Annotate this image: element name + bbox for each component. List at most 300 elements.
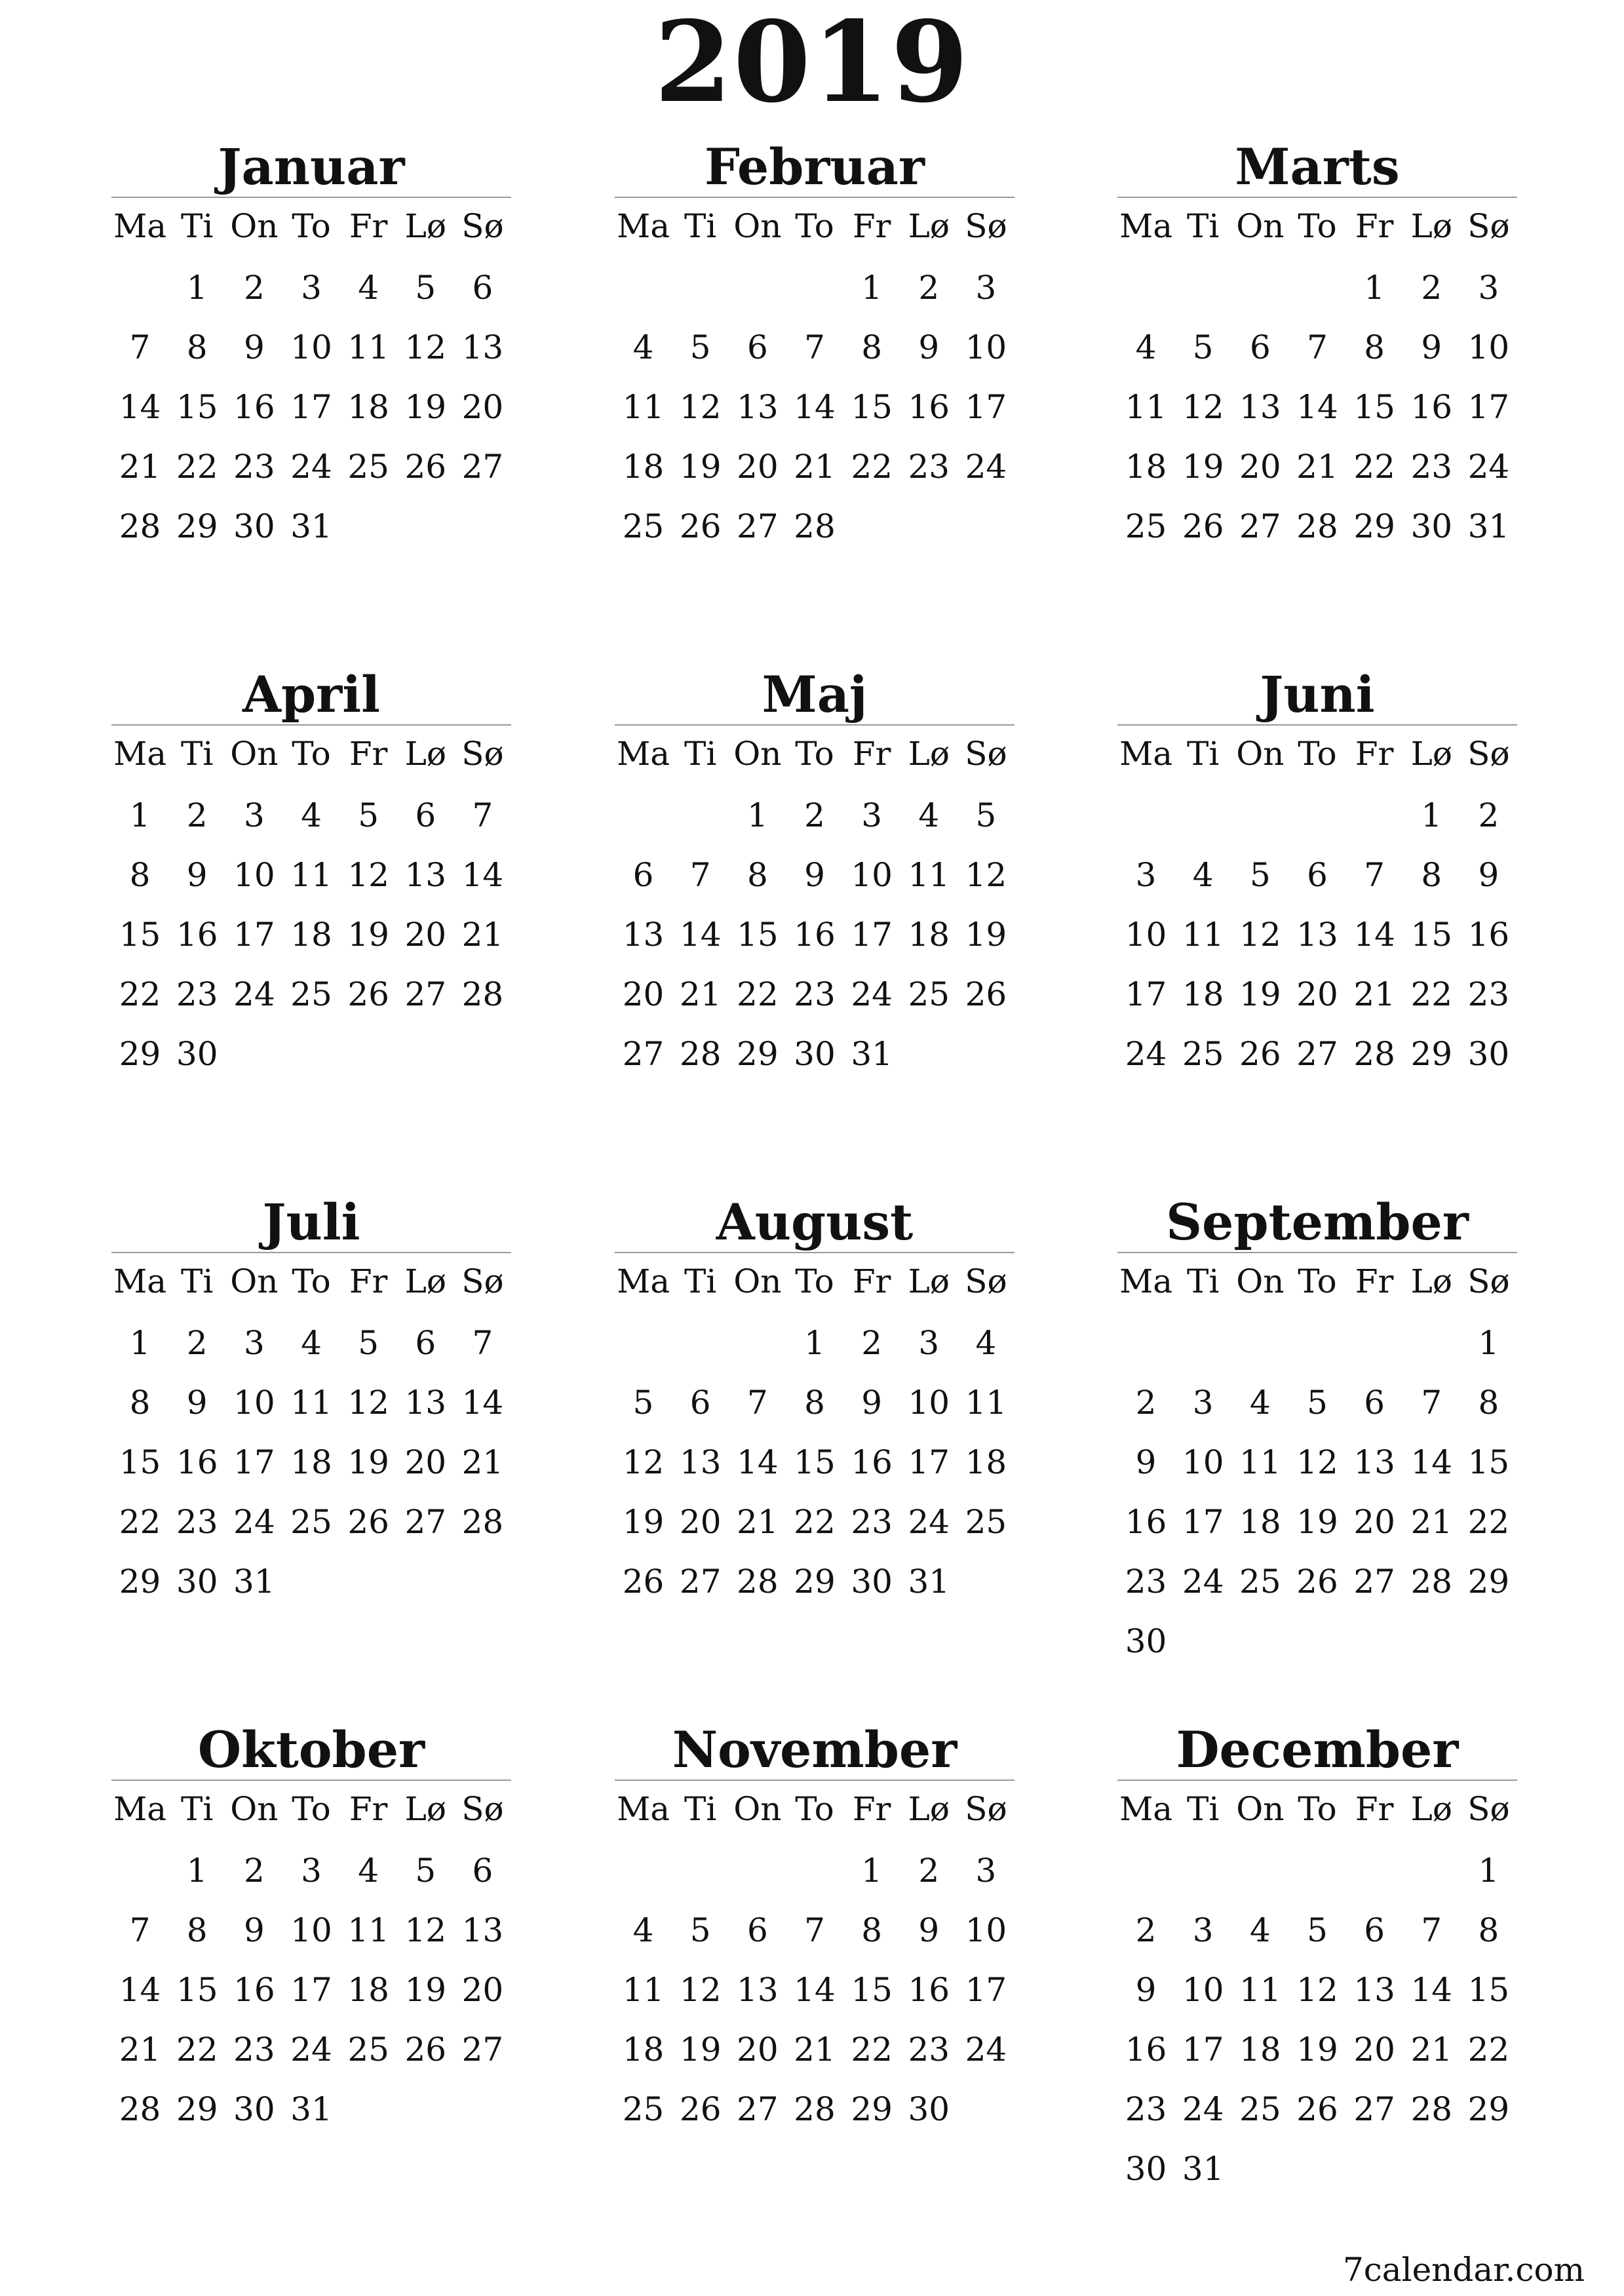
day-cell: 26 — [404, 448, 447, 486]
empty-day — [1288, 260, 1345, 319]
weekday-header: To — [795, 735, 834, 773]
weekday-header: Lø — [1410, 207, 1452, 245]
month-december — [1117, 1714, 1517, 2200]
day-cell: 16 — [908, 388, 950, 426]
day-cell: 12 — [679, 388, 722, 426]
empty-day — [111, 260, 168, 319]
day-cell: 10 — [1182, 1443, 1224, 1481]
empty-day — [1174, 1315, 1231, 1374]
weekday-header: Ma — [113, 207, 167, 245]
day-cell: 1 — [861, 269, 883, 307]
weekday-header: Fr — [349, 207, 388, 245]
day-cell: 2 — [861, 1324, 883, 1362]
day-cell: 14 — [119, 1971, 161, 2009]
day-cell: 25 — [965, 1503, 1007, 1541]
day-cell: 22 — [1353, 448, 1395, 486]
weekday-header: Sø — [965, 1790, 1007, 1828]
day-cell: 7 — [129, 1911, 151, 1949]
day-cell: 21 — [461, 916, 504, 954]
day-cell: 26 — [404, 2031, 447, 2069]
day-cell: 19 — [404, 388, 447, 426]
month-divider — [615, 724, 1015, 726]
day-cell: 21 — [119, 2031, 161, 2069]
weekday-header: Ti — [181, 735, 214, 773]
day-cell: 5 — [1307, 1911, 1328, 1949]
day-cell: 25 — [622, 2090, 665, 2128]
day-cell: 15 — [851, 1971, 893, 2009]
day-cell: 29 — [794, 1563, 836, 1601]
day-cell: 20 — [404, 1443, 447, 1481]
month-divider — [615, 1780, 1015, 1781]
day-cell: 16 — [1467, 916, 1510, 954]
day-cell: 30 — [233, 507, 275, 545]
month-divider — [615, 197, 1015, 198]
day-cell: 31 — [1467, 507, 1510, 545]
day-cell: 11 — [965, 1384, 1007, 1422]
day-cell: 12 — [347, 856, 389, 894]
weekday-header: On — [1236, 1262, 1285, 1300]
day-cell: 17 — [233, 916, 275, 954]
day-cell: 20 — [461, 1971, 504, 2009]
day-cell: 9 — [918, 1911, 940, 1949]
day-cell: 27 — [737, 507, 779, 545]
weekday-header: Ma — [1119, 735, 1173, 773]
day-cell: 7 — [129, 328, 151, 366]
weekday-header: Ti — [181, 207, 214, 245]
weekday-header: Lø — [404, 735, 446, 773]
day-cell: 23 — [176, 975, 218, 1013]
weekday-header: Ti — [1187, 1262, 1220, 1300]
day-cell: 16 — [176, 916, 218, 954]
day-cell: 15 — [176, 1971, 218, 2009]
day-cell: 14 — [794, 388, 836, 426]
day-cell: 29 — [737, 1035, 779, 1073]
day-cell: 25 — [1182, 1035, 1224, 1073]
month-name: September — [1166, 1193, 1469, 1251]
weekday-header: Ma — [1119, 1262, 1173, 1300]
empty-day — [615, 260, 672, 319]
empty-day — [672, 1842, 729, 1902]
day-cell: 17 — [965, 1971, 1007, 2009]
day-cell: 31 — [290, 2090, 332, 2128]
day-cell: 1 — [746, 796, 768, 834]
day-cell: 28 — [737, 1563, 779, 1601]
day-cell: 14 — [1296, 388, 1338, 426]
weekday-header: Sø — [1467, 1790, 1510, 1828]
day-cell: 1 — [1478, 1852, 1499, 1890]
day-cell: 5 — [632, 1384, 654, 1422]
weekday-header: Ma — [617, 1790, 670, 1828]
day-cell: 26 — [1239, 1035, 1281, 1073]
weekday-header: On — [230, 1262, 279, 1300]
day-cell: 15 — [1353, 388, 1395, 426]
empty-day — [1117, 260, 1174, 319]
day-cell: 7 — [804, 1911, 825, 1949]
day-cell: 22 — [119, 1503, 161, 1541]
day-cell: 5 — [689, 1911, 711, 1949]
day-cell: 28 — [794, 2090, 836, 2128]
day-cell: 20 — [737, 448, 779, 486]
day-cell: 29 — [119, 1563, 161, 1601]
day-cell: 26 — [622, 1563, 665, 1601]
day-grid — [615, 728, 1015, 1085]
empty-day — [111, 1842, 168, 1902]
day-cell: 27 — [461, 448, 504, 486]
day-cell: 18 — [347, 1971, 389, 2009]
weekday-header: Ti — [1187, 207, 1220, 245]
day-grid — [615, 1255, 1015, 1613]
day-cell: 30 — [1125, 1622, 1167, 1660]
weekday-header: Lø — [404, 1262, 446, 1300]
weekday-header: On — [230, 735, 279, 773]
weekday-header: Ti — [1187, 735, 1220, 773]
day-cell: 16 — [233, 1971, 275, 2009]
day-cell: 15 — [119, 1443, 161, 1481]
weekday-header: Sø — [1467, 207, 1510, 245]
weekday-header: Sø — [965, 735, 1007, 773]
day-cell: 18 — [908, 916, 950, 954]
weekday-header: On — [1236, 207, 1285, 245]
day-cell: 8 — [1364, 328, 1385, 366]
day-cell: 4 — [358, 269, 379, 307]
day-cell: 21 — [794, 448, 836, 486]
day-cell: 23 — [908, 448, 950, 486]
day-cell: 26 — [347, 975, 389, 1013]
day-cell: 25 — [622, 507, 665, 545]
weekday-header: Sø — [965, 1262, 1007, 1300]
day-cell: 22 — [1467, 2031, 1510, 2069]
day-cell: 3 — [1135, 856, 1157, 894]
day-cell: 16 — [851, 1443, 893, 1481]
empty-day — [786, 1842, 843, 1902]
day-cell: 2 — [1478, 796, 1499, 834]
day-cell: 24 — [290, 448, 332, 486]
day-cell: 22 — [176, 448, 218, 486]
day-cell: 23 — [233, 2031, 275, 2069]
empty-day — [1174, 787, 1231, 847]
day-cell: 12 — [965, 856, 1007, 894]
day-cell: 1 — [1478, 1324, 1499, 1362]
day-cell: 3 — [1478, 269, 1499, 307]
day-cell: 21 — [461, 1443, 504, 1481]
day-cell: 4 — [632, 328, 654, 366]
day-cell: 31 — [1182, 2150, 1224, 2188]
day-grid — [111, 1255, 511, 1613]
day-cell: 31 — [233, 1563, 275, 1601]
day-cell: 19 — [965, 916, 1007, 954]
day-cell: 15 — [176, 388, 218, 426]
month-divider — [111, 1252, 511, 1253]
day-cell: 19 — [1239, 975, 1281, 1013]
weekday-header: Lø — [908, 207, 950, 245]
day-cell: 1 — [129, 1324, 151, 1362]
day-cell: 21 — [679, 975, 722, 1013]
month-februar — [615, 131, 1015, 558]
day-cell: 15 — [794, 1443, 836, 1481]
day-grid — [111, 1783, 511, 2141]
empty-day — [1288, 787, 1345, 847]
day-cell: 8 — [861, 328, 883, 366]
month-name: Januar — [218, 138, 405, 196]
day-cell: 24 — [1182, 1563, 1224, 1601]
day-cell: 12 — [404, 328, 447, 366]
day-cell: 23 — [1125, 2090, 1167, 2128]
weekday-header: Sø — [461, 735, 504, 773]
weekday-header: Ma — [617, 1262, 670, 1300]
day-cell: 4 — [632, 1911, 654, 1949]
day-cell: 26 — [679, 507, 722, 545]
year-title: 2019 — [654, 0, 970, 128]
day-cell: 20 — [1353, 2031, 1395, 2069]
day-cell: 26 — [1296, 2090, 1338, 2128]
day-cell: 7 — [1421, 1384, 1442, 1422]
day-cell: 3 — [243, 1324, 265, 1362]
day-cell: 27 — [1296, 1035, 1338, 1073]
day-cell: 24 — [233, 975, 275, 1013]
day-cell: 14 — [461, 856, 504, 894]
day-cell: 22 — [851, 448, 893, 486]
day-cell: 17 — [851, 916, 893, 954]
day-cell: 14 — [1410, 1443, 1453, 1481]
day-cell: 10 — [965, 1911, 1007, 1949]
day-cell: 29 — [1467, 1563, 1510, 1601]
day-cell: 5 — [975, 796, 997, 834]
month-januar — [111, 131, 511, 558]
day-cell: 28 — [1353, 1035, 1395, 1073]
day-cell: 23 — [233, 448, 275, 486]
day-cell: 6 — [1364, 1911, 1385, 1949]
day-cell: 30 — [908, 2090, 950, 2128]
day-cell: 14 — [679, 916, 722, 954]
day-cell: 4 — [1249, 1911, 1271, 1949]
day-cell: 11 — [347, 328, 389, 366]
empty-day — [1117, 787, 1174, 847]
weekday-header: Lø — [1410, 735, 1452, 773]
day-cell: 27 — [737, 2090, 779, 2128]
empty-day — [1288, 1315, 1345, 1374]
day-cell: 26 — [679, 2090, 722, 2128]
day-cell: 22 — [794, 1503, 836, 1541]
day-cell: 9 — [243, 328, 265, 366]
day-cell: 30 — [233, 2090, 275, 2128]
day-cell: 31 — [290, 507, 332, 545]
day-cell: 20 — [679, 1503, 722, 1541]
month-name: Maj — [762, 665, 868, 724]
day-cell: 9 — [1135, 1443, 1157, 1481]
day-cell: 27 — [622, 1035, 665, 1073]
day-cell: 3 — [975, 269, 997, 307]
day-cell: 12 — [1296, 1443, 1338, 1481]
day-cell: 8 — [186, 328, 208, 366]
day-cell: 16 — [233, 388, 275, 426]
day-cell: 23 — [908, 2031, 950, 2069]
day-cell: 22 — [737, 975, 779, 1013]
day-cell: 23 — [176, 1503, 218, 1541]
day-cell: 10 — [233, 856, 275, 894]
weekday-header: Ma — [113, 1262, 167, 1300]
empty-day — [615, 1315, 672, 1374]
day-cell: 1 — [804, 1324, 825, 1362]
weekday-header: To — [1298, 207, 1337, 245]
month-marts — [1117, 131, 1517, 558]
empty-day — [1231, 1315, 1288, 1374]
day-cell: 17 — [908, 1443, 950, 1481]
day-cell: 5 — [358, 796, 379, 834]
day-cell: 27 — [1353, 2090, 1395, 2128]
weekday-header: Fr — [1355, 735, 1394, 773]
day-cell: 13 — [1353, 1443, 1395, 1481]
day-cell: 4 — [301, 1324, 322, 1362]
weekday-header: Ma — [113, 735, 167, 773]
day-cell: 1 — [1364, 269, 1385, 307]
empty-day — [672, 787, 729, 847]
day-cell: 25 — [347, 448, 389, 486]
day-cell: 21 — [737, 1503, 779, 1541]
day-cell: 13 — [737, 1971, 779, 2009]
day-cell: 19 — [1296, 1503, 1338, 1541]
day-cell: 24 — [1125, 1035, 1167, 1073]
month-divider — [111, 197, 511, 198]
day-cell: 27 — [461, 2031, 504, 2069]
day-cell: 14 — [794, 1971, 836, 2009]
day-cell: 23 — [1125, 1563, 1167, 1601]
weekday-header: To — [795, 1790, 834, 1828]
day-cell: 12 — [404, 1911, 447, 1949]
day-cell: 10 — [233, 1384, 275, 1422]
month-april — [111, 659, 511, 1085]
day-cell: 26 — [1296, 1563, 1338, 1601]
day-cell: 23 — [1410, 448, 1453, 486]
day-cell: 9 — [1478, 856, 1499, 894]
day-cell: 6 — [472, 269, 493, 307]
day-grid — [615, 1783, 1015, 2141]
empty-day — [786, 260, 843, 319]
day-cell: 20 — [461, 388, 504, 426]
day-cell: 22 — [119, 975, 161, 1013]
day-cell: 9 — [1135, 1971, 1157, 2009]
day-cell: 17 — [1125, 975, 1167, 1013]
weekday-header: Lø — [908, 1790, 950, 1828]
weekday-header: On — [733, 735, 782, 773]
month-juli — [111, 1186, 511, 1613]
day-cell: 13 — [461, 1911, 504, 1949]
day-cell: 21 — [794, 2031, 836, 2069]
day-cell: 10 — [1467, 328, 1510, 366]
day-cell: 4 — [975, 1324, 997, 1362]
day-grid — [1117, 1255, 1517, 1673]
weekday-header: On — [1236, 735, 1285, 773]
weekday-header: To — [1298, 1790, 1337, 1828]
day-cell: 19 — [404, 1971, 447, 2009]
day-cell: 20 — [737, 2031, 779, 2069]
day-cell: 29 — [176, 507, 218, 545]
day-cell: 7 — [746, 1384, 768, 1422]
day-cell: 11 — [1239, 1443, 1281, 1481]
day-cell: 10 — [290, 1911, 332, 1949]
day-cell: 14 — [461, 1384, 504, 1422]
day-cell: 5 — [358, 1324, 379, 1362]
day-cell: 6 — [746, 328, 768, 366]
day-cell: 23 — [851, 1503, 893, 1541]
weekday-header: Fr — [1355, 1262, 1394, 1300]
day-cell: 19 — [679, 2031, 722, 2069]
day-cell: 18 — [347, 388, 389, 426]
day-cell: 12 — [622, 1443, 665, 1481]
day-cell: 10 — [851, 856, 893, 894]
day-cell: 2 — [186, 796, 208, 834]
weekday-header: To — [292, 1790, 331, 1828]
weekday-header: Fr — [349, 735, 388, 773]
day-cell: 27 — [679, 1563, 722, 1601]
day-cell: 18 — [1125, 448, 1167, 486]
day-cell: 11 — [290, 1384, 332, 1422]
weekday-header: Fr — [852, 1262, 891, 1300]
month-name: November — [672, 1721, 957, 1779]
day-cell: 3 — [861, 796, 883, 834]
day-cell: 18 — [622, 448, 665, 486]
day-cell: 5 — [689, 328, 711, 366]
month-divider — [1117, 724, 1517, 726]
day-cell: 21 — [1410, 2031, 1453, 2069]
month-august — [615, 1186, 1015, 1613]
day-cell: 24 — [290, 2031, 332, 2069]
day-cell: 21 — [1353, 975, 1395, 1013]
empty-day — [1346, 1315, 1403, 1374]
footer-brand: 7calendar.com — [1342, 2251, 1585, 2289]
day-cell: 10 — [965, 328, 1007, 366]
day-cell: 13 — [679, 1443, 722, 1481]
day-cell: 14 — [119, 388, 161, 426]
day-cell: 8 — [746, 856, 768, 894]
day-cell: 28 — [1296, 507, 1338, 545]
day-cell: 1 — [129, 796, 151, 834]
day-cell: 18 — [1239, 1503, 1281, 1541]
day-cell: 11 — [1125, 388, 1167, 426]
weekday-header: Ti — [1187, 1790, 1220, 1828]
day-cell: 13 — [737, 388, 779, 426]
day-cell: 10 — [290, 328, 332, 366]
day-cell: 28 — [461, 1503, 504, 1541]
day-cell: 12 — [1182, 388, 1224, 426]
empty-day — [672, 260, 729, 319]
day-cell: 29 — [1410, 1035, 1453, 1073]
day-cell: 3 — [1192, 1384, 1214, 1422]
day-cell: 11 — [622, 1971, 665, 2009]
day-cell: 2 — [918, 1852, 940, 1890]
day-cell: 25 — [347, 2031, 389, 2069]
weekday-header: Ti — [181, 1262, 214, 1300]
weekday-header: On — [1236, 1790, 1285, 1828]
day-cell: 20 — [1353, 1503, 1395, 1541]
day-cell: 3 — [243, 796, 265, 834]
day-cell: 4 — [301, 796, 322, 834]
day-cell: 28 — [119, 507, 161, 545]
day-cell: 18 — [1239, 2031, 1281, 2069]
day-cell: 13 — [404, 856, 447, 894]
month-name: Juli — [262, 1193, 360, 1251]
day-cell: 24 — [851, 975, 893, 1013]
day-cell: 19 — [622, 1503, 665, 1541]
empty-day — [672, 1315, 729, 1374]
day-cell: 7 — [472, 796, 493, 834]
day-cell: 19 — [347, 1443, 389, 1481]
weekday-header: Lø — [908, 1262, 950, 1300]
month-juni — [1117, 659, 1517, 1085]
empty-day — [1117, 1315, 1174, 1374]
weekday-header: To — [1298, 735, 1337, 773]
day-cell: 23 — [794, 975, 836, 1013]
day-cell: 3 — [301, 1852, 322, 1890]
